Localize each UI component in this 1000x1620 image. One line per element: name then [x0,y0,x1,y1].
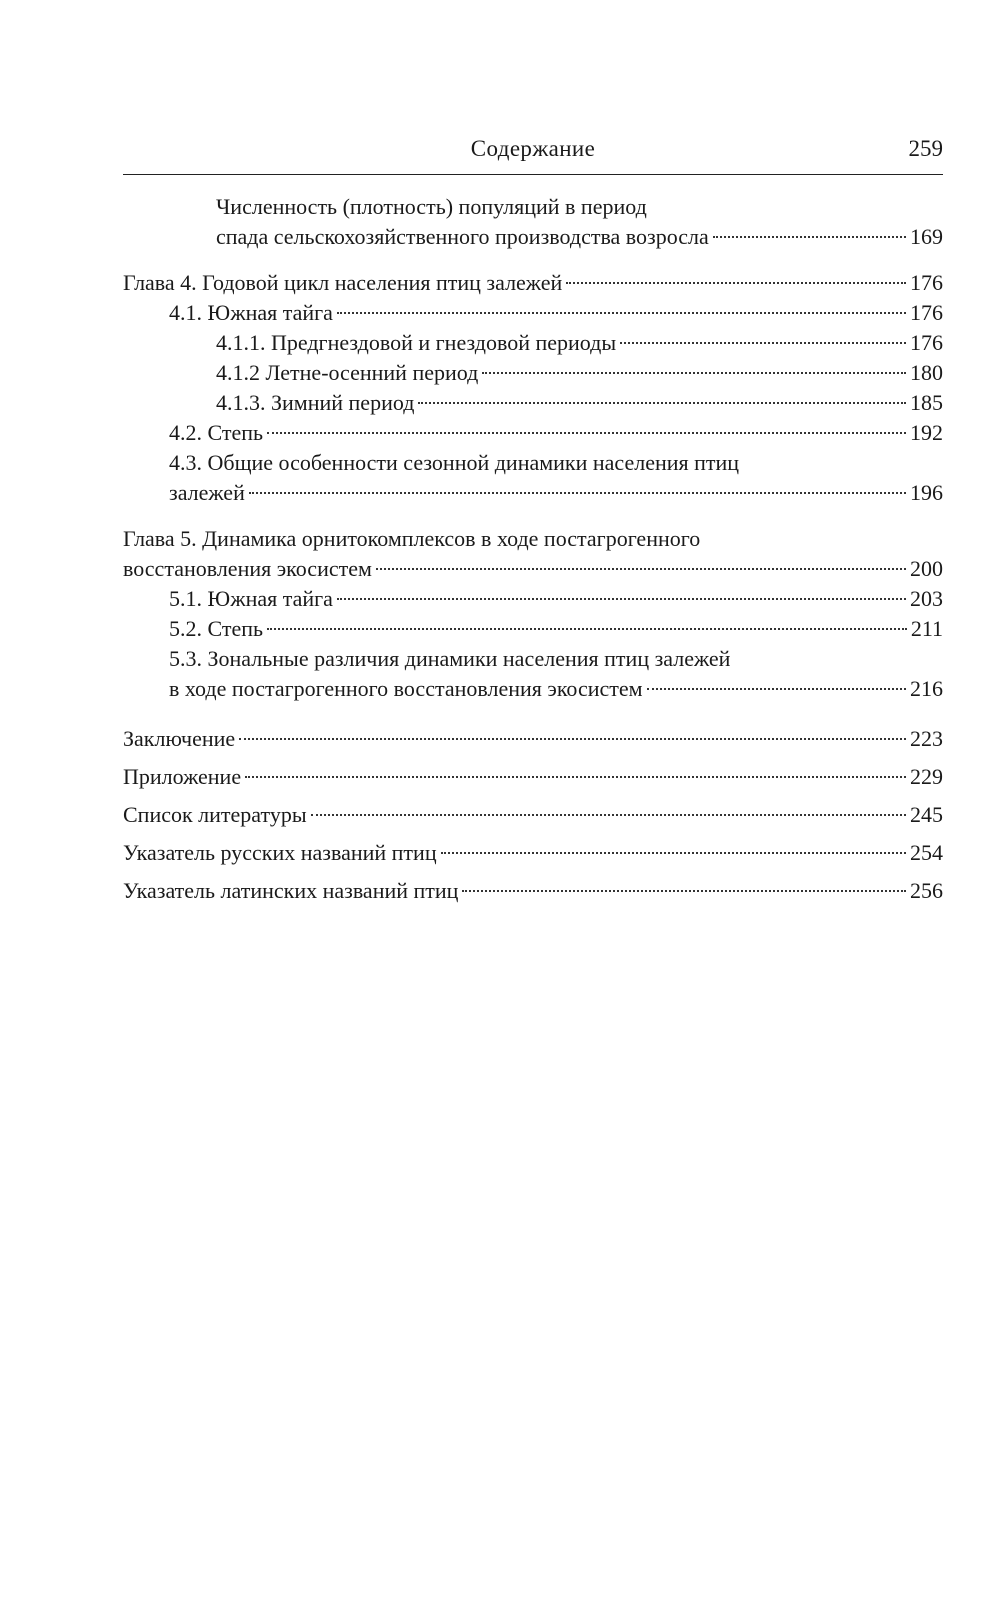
toc-references[interactable] [123,796,943,834]
toc-entry-text: 4.1.2 Летне-осенний период [216,360,479,385]
toc-entry-text: Глава 4. Годовой цикл населения птиц залежей [123,270,563,295]
toc-page-number: 223 [910,726,943,751]
dot-leader [620,341,906,344]
dot-leader [267,431,906,434]
toc-entry-text: 5.2. Степь [169,616,264,641]
dot-leader [245,775,906,778]
toc-page-number: 176 [910,300,943,325]
dot-leader [249,491,906,494]
toc-page-number: 200 [910,556,943,581]
dot-leader [267,627,907,630]
toc-section-4-1-2[interactable] [123,358,943,388]
toc-page-number: 254 [910,840,943,865]
toc-section-5-2[interactable] [123,614,943,644]
dot-leader [311,813,906,816]
toc-entry-text: залежей [169,480,245,505]
toc-page-number: 203 [910,586,943,611]
toc-entry-text: 4.2. Степь [169,420,264,445]
toc-page-number: 245 [910,802,943,827]
toc-entry-text: 5.3. Зональные различия динамики населения птиц залежей [169,646,731,671]
toc-section-4-3[interactable] [123,478,943,508]
toc-page-number: 180 [910,360,943,385]
toc-chapter-5[interactable] [123,554,943,584]
dot-leader [647,687,906,690]
toc-entry-text: Указатель латинских названий птиц [123,878,459,903]
toc-entry-text: Приложение [123,764,242,789]
toc-page-number: 176 [910,270,943,295]
toc-page-number: 169 [910,224,943,249]
toc-entry-population-line1 [123,192,943,222]
toc-entry-text: в ходе постагрогенного восстановления экосистем [169,676,643,701]
toc-entry-text: 4.1.1. Предгнездовой и гнездовой периоды [216,330,617,355]
toc-entry-text: 5.1. Южная тайга [169,586,333,611]
toc-entry-text: Численность (плотность) популяций в период [216,194,647,219]
dot-leader [239,737,906,740]
running-header-title: Содержание [470,136,596,161]
toc-page-number: 185 [910,390,943,415]
toc-page-number: 216 [910,676,943,701]
toc-chapter-5-line1 [123,524,943,554]
toc-page-number: 256 [910,878,943,903]
toc-index-russian[interactable] [123,834,943,872]
toc-entry-text: 4.1.3. Зимний период [216,390,415,415]
toc-index-latin[interactable] [123,872,943,910]
toc-entry-text: Список литературы [123,802,307,827]
toc-page-number: 229 [910,764,943,789]
toc-page-number: 211 [910,616,943,641]
toc-conclusion[interactable] [123,720,943,758]
toc-entry-text: спада сельскохозяйственного производства возросла [216,224,709,249]
table-of-contents [123,192,943,910]
toc-section-5-3[interactable] [123,674,943,704]
toc-entry-text: Заключение [123,726,236,751]
toc-section-4-1[interactable] [123,298,943,328]
toc-page-number: 176 [910,330,943,355]
toc-chapter-4[interactable] [123,268,943,298]
toc-section-5-3-line1 [123,644,943,674]
toc-entry-text: восстановления экосистем [123,556,372,581]
toc-entry-text: 4.3. Общие особенности сезонной динамики населения птиц [169,450,740,475]
toc-entry-text: 4.1. Южная тайга [169,300,333,325]
toc-page-number: 196 [910,480,943,505]
toc-entry-population[interactable] [123,222,943,252]
dot-leader [482,371,906,374]
dot-leader [337,311,906,314]
page-number: 259 [908,136,943,161]
dot-leader [337,597,906,600]
toc-page-number: 192 [910,420,943,445]
dot-leader [566,281,906,284]
dot-leader [376,567,906,570]
toc-section-4-2[interactable] [123,418,943,448]
toc-entry-text: Глава 5. Динамика орнитокомплексов в ходе постагрогенного [123,526,701,551]
running-header [123,128,943,175]
dot-leader [418,401,906,404]
dot-leader [713,235,906,238]
toc-section-4-1-3[interactable] [123,388,943,418]
toc-appendix[interactable] [123,758,943,796]
toc-section-4-3-line1 [123,448,943,478]
toc-entry-text: Указатель русских названий птиц [123,840,437,865]
dot-leader [462,889,906,892]
toc-section-5-1[interactable] [123,584,943,614]
dot-leader [441,851,906,854]
toc-section-4-1-1[interactable] [123,328,943,358]
